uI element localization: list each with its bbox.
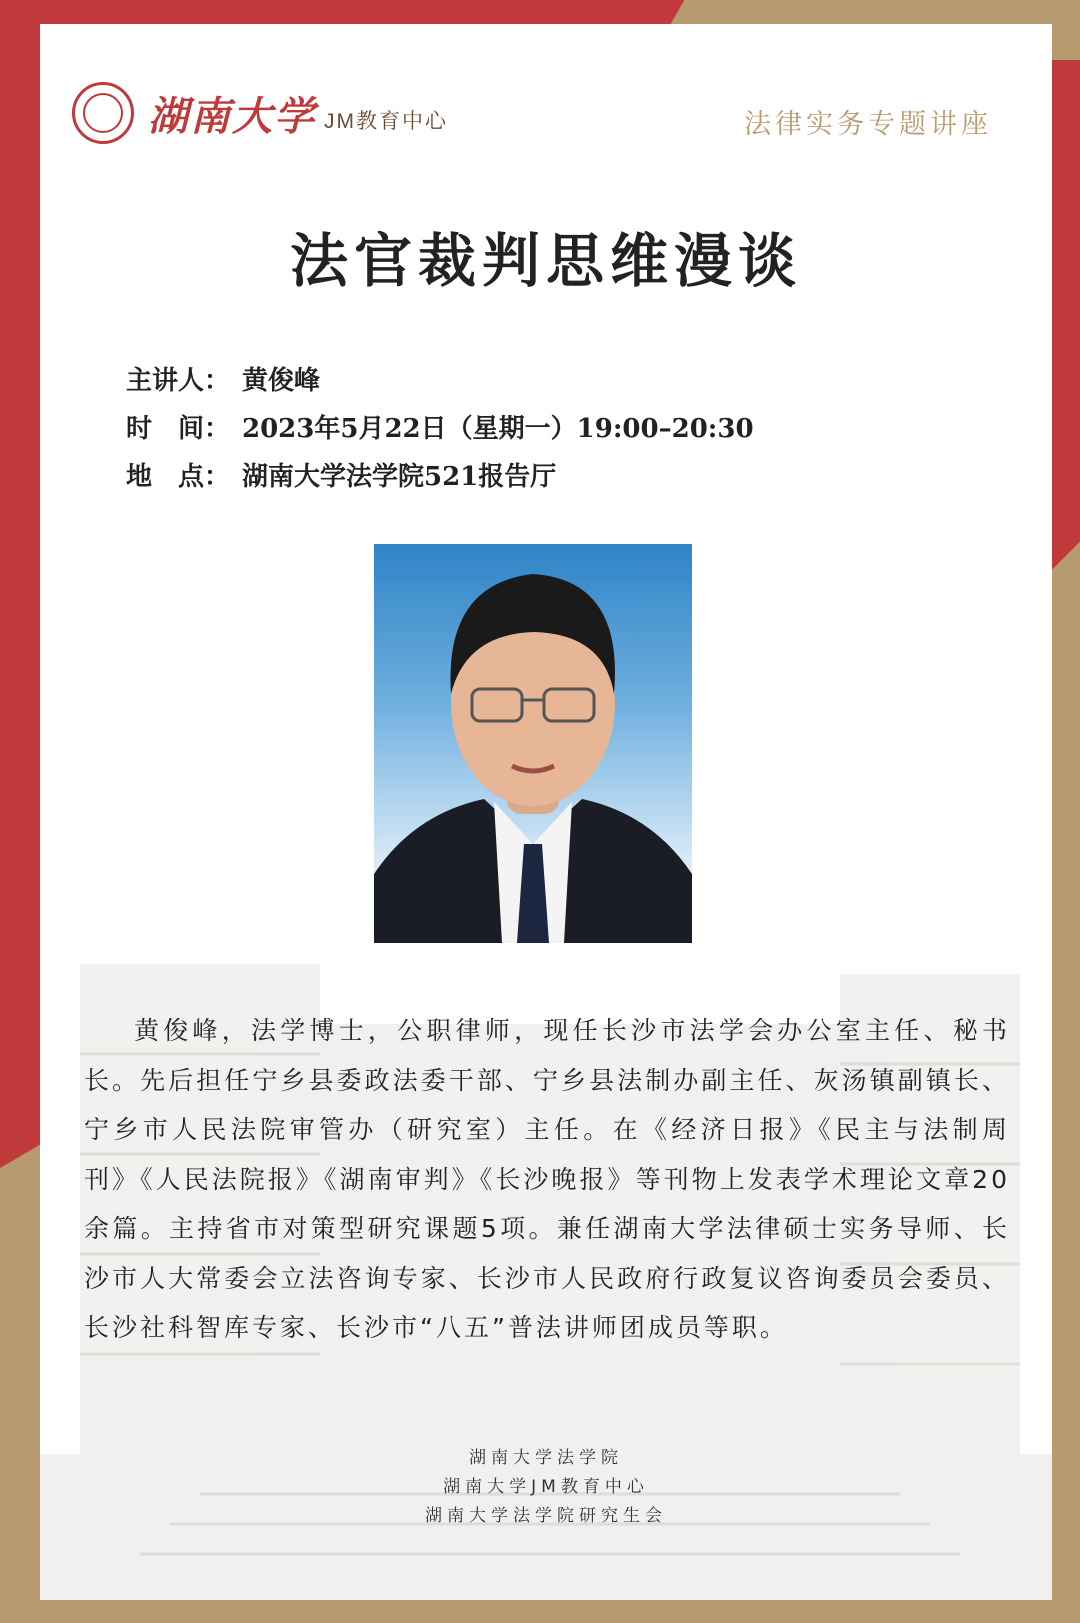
place-line	[126, 453, 754, 501]
speaker-label: 主讲人：	[126, 366, 231, 396]
time-value: 2023年5月22日（星期一）19:00–20:30	[242, 414, 754, 444]
organizer-jm-center: 湖南大学JM教育中心	[443, 1477, 649, 1497]
poster-card	[40, 24, 1052, 1600]
lecture-series: 法律实务专题讲座	[744, 109, 992, 140]
time-label: 时 间：	[126, 414, 231, 444]
organizer-grad-union: 湖南大学法学院研究生会	[425, 1506, 667, 1526]
place-label: 地 点：	[126, 462, 231, 492]
event-info	[126, 357, 754, 501]
organizers	[40, 1444, 1052, 1531]
lecture-title: 法官裁判思维漫谈	[289, 227, 802, 295]
center-name: JM教育中心	[324, 110, 448, 133]
organizer-law-school: 湖南大学法学院	[469, 1448, 623, 1468]
university-seal-icon	[72, 82, 134, 144]
speaker-photo	[374, 544, 692, 943]
university-name: 湖南大学	[148, 92, 316, 140]
place-value: 湖南大学法学院521报告厅	[242, 462, 557, 492]
speaker-name: 黄俊峰	[242, 366, 321, 396]
time-line	[126, 405, 754, 453]
speaker-line	[126, 357, 754, 405]
speaker-bio: 黄俊峰，法学博士，公职律师，现任长沙市法学会办公室主任、秘书长。先后担任宁乡县委政法委干部、宁乡县法制办副主任、灰汤镇副镇长、宁乡市人民法院审管办（研究室）主任。在《经济日报》《民主与法制周刊》《人民法院报》《湖南审判》《长沙晚报》等刊物上发表学术理论文章20余篇。主持省市对策型研究课题5项。兼任湖南大学法律硕士实务导师、长沙市人大常委会立法咨询专家、长沙市人民政府行政复议咨询委员会委员、长沙社科智库专家、长沙市“八五”普法讲师团成员等职。	[84, 1016, 1010, 1342]
header-logo	[72, 78, 448, 148]
